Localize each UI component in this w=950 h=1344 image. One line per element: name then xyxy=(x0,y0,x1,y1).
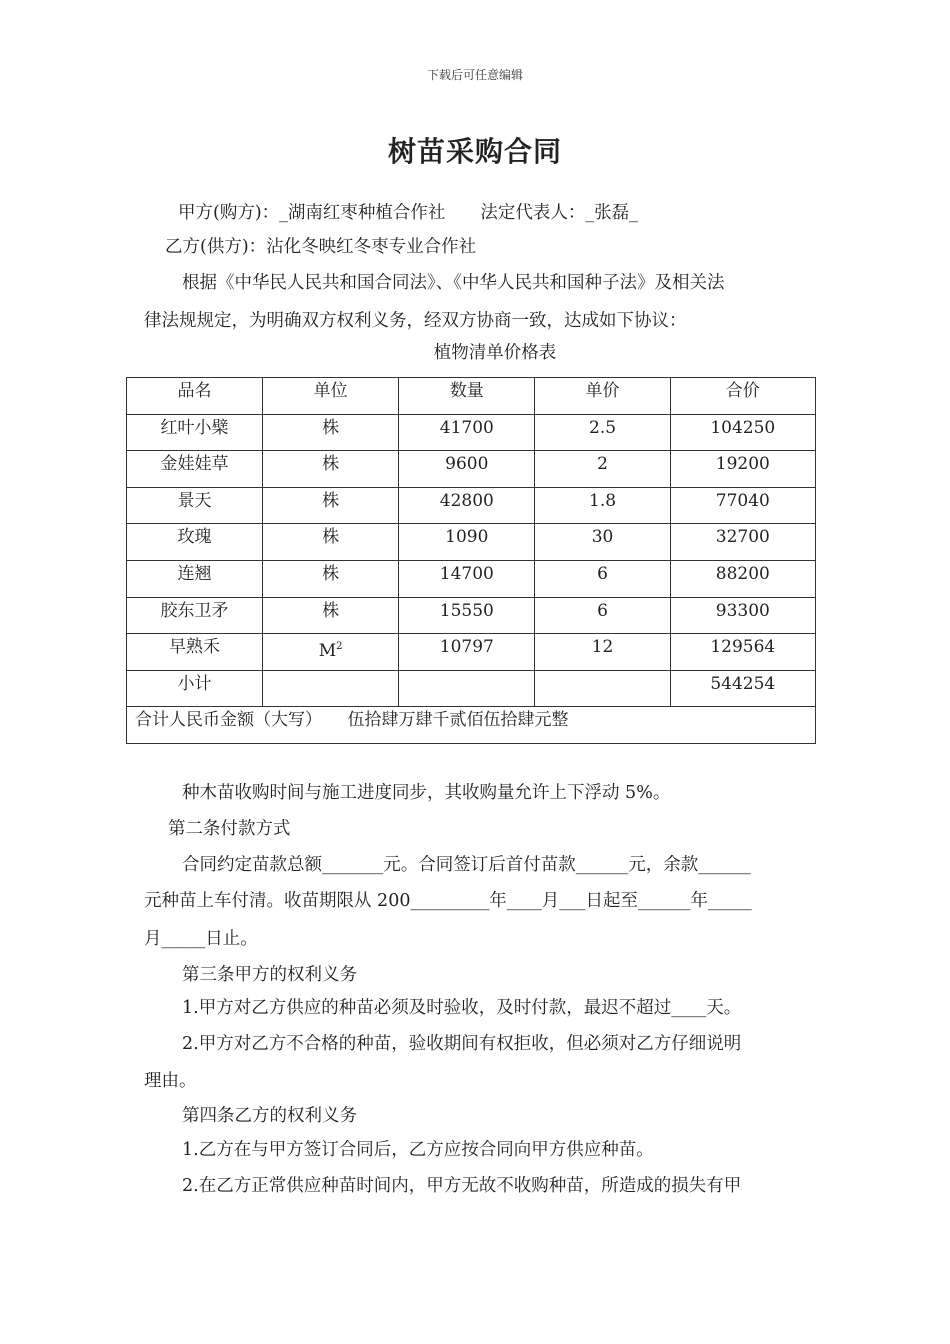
empty-cell xyxy=(399,670,535,707)
subtotal-label: 小计 xyxy=(127,670,263,707)
article-4-item-1: 1.乙方在与甲方签订合同后，乙方应按合同向甲方供应种苗。 xyxy=(182,1140,654,1160)
article-3-item-2-line-1: 2.甲方对乙方不合格的种苗，验收期间有权拒收，但必须对乙方仔细说明 xyxy=(182,1034,742,1054)
cell-unit xyxy=(263,634,399,671)
subtotal-row xyxy=(127,670,816,707)
cell-quantity: 14700 xyxy=(399,560,535,597)
cell-total-price: 77040 xyxy=(670,487,815,524)
cell-quantity: 41700 xyxy=(399,414,535,451)
cell-quantity: 9600 xyxy=(399,451,535,488)
cell-name: 金娃娃草 xyxy=(127,451,263,488)
cell-unit-price: 1.8 xyxy=(535,487,670,524)
cell-quantity: 1090 xyxy=(399,524,535,561)
header-cell-quantity: 数量 xyxy=(399,378,535,415)
article-4-title: 第四条乙方的权利义务 xyxy=(182,1106,357,1126)
cell-unit-price: 2.5 xyxy=(535,414,670,451)
cell-name: 红叶小檗 xyxy=(127,414,263,451)
article-3-item-2-line-2: 理由。 xyxy=(144,1071,197,1091)
article-4-item-2-line-1: 2.在乙方正常供应种苗时间内，甲方无故不收购种苗，所造成的损失有甲 xyxy=(182,1176,742,1196)
cell-quantity: 15550 xyxy=(399,597,535,634)
cell-name: 景天 xyxy=(127,487,263,524)
paragraph-quantity-note: 种木苗收购时间与施工进度同步，其收购量允许上下浮动 5%。 xyxy=(182,783,671,803)
party-a-line: 甲方(购方)：_湖南红枣种植合作社 法定代表人：_张磊_ xyxy=(178,203,638,223)
article-2-title: 第二条付款方式 xyxy=(168,819,291,839)
article-2-line-3: 月_____日止。 xyxy=(144,929,258,949)
plant-price-table xyxy=(126,377,816,744)
cell-unit: 株 xyxy=(263,524,399,561)
cell-name: 早熟禾 xyxy=(127,634,263,671)
article-2-line-2: 元种苗上车付清。收苗期限从 200_________年____月___日起至______年_____ xyxy=(144,891,752,911)
cell-total-price: 104250 xyxy=(670,414,815,451)
cell-unit-price: 2 xyxy=(535,451,670,488)
unit-superscript: 2 xyxy=(336,641,343,653)
table-row xyxy=(127,524,816,561)
cell-quantity: 42800 xyxy=(399,487,535,524)
empty-cell xyxy=(263,670,399,707)
party-b-line: 乙方(供方)：沾化冬映红冬枣专业合作社 xyxy=(165,237,477,257)
cell-unit: 株 xyxy=(263,597,399,634)
header-cell-unit-price: 单价 xyxy=(535,378,670,415)
preamble-line-1: 根据《中华民人民共和国合同法》、《中华人民共和国种子法》及相关法 xyxy=(182,273,725,293)
empty-cell xyxy=(535,670,670,707)
cell-total-price: 32700 xyxy=(670,524,815,561)
table-row xyxy=(127,634,816,671)
cell-unit-price: 6 xyxy=(535,597,670,634)
preamble-line-2: 律法规规定，为明确双方权利义务，经双方协商一致，达成如下协议： xyxy=(144,311,687,331)
header-cell-unit: 单位 xyxy=(263,378,399,415)
header-note: 下载后可任意编辑 xyxy=(426,68,523,82)
table-row xyxy=(127,487,816,524)
subtotal-value: 544254 xyxy=(670,670,815,707)
cell-unit: 株 xyxy=(263,487,399,524)
table-row xyxy=(127,597,816,634)
article-2-line-1: 合同约定苗款总额_______元。合同签订后首付苗款______元，余款______ xyxy=(182,855,751,875)
cell-unit: 株 xyxy=(263,414,399,451)
cell-unit: 株 xyxy=(263,560,399,597)
cell-quantity: 10797 xyxy=(399,634,535,671)
document-title: 树苗采购合同 xyxy=(387,135,562,168)
table-row xyxy=(127,451,816,488)
table-row xyxy=(127,414,816,451)
unit-text: M xyxy=(318,641,337,662)
cell-total-price: 93300 xyxy=(670,597,815,634)
cell-unit-price: 6 xyxy=(535,560,670,597)
article-3-title: 第三条甲方的权利义务 xyxy=(182,965,357,985)
cell-unit-price: 30 xyxy=(535,524,670,561)
total-amount-words: 合计人民币金额（大写） 伍拾肆万肆千贰佰伍拾肆元整 xyxy=(127,707,816,744)
cell-name: 玫瑰 xyxy=(127,524,263,561)
table-caption: 植物清单价格表 xyxy=(433,343,557,363)
cell-total-price: 19200 xyxy=(670,451,815,488)
table-header-row xyxy=(127,378,816,415)
table-row xyxy=(127,560,816,597)
cell-name: 连翘 xyxy=(127,560,263,597)
cell-total-price: 129564 xyxy=(670,634,815,671)
article-3-item-1: 1.甲方对乙方供应的种苗必须及时验收，及时付款，最迟不超过____天。 xyxy=(182,998,742,1018)
cell-name: 胶东卫矛 xyxy=(127,597,263,634)
cell-unit-price: 12 xyxy=(535,634,670,671)
cell-unit: 株 xyxy=(263,451,399,488)
total-row xyxy=(127,707,816,744)
cell-total-price: 88200 xyxy=(670,560,815,597)
header-cell-total-price: 合价 xyxy=(670,378,815,415)
header-cell-name: 品名 xyxy=(127,378,263,415)
